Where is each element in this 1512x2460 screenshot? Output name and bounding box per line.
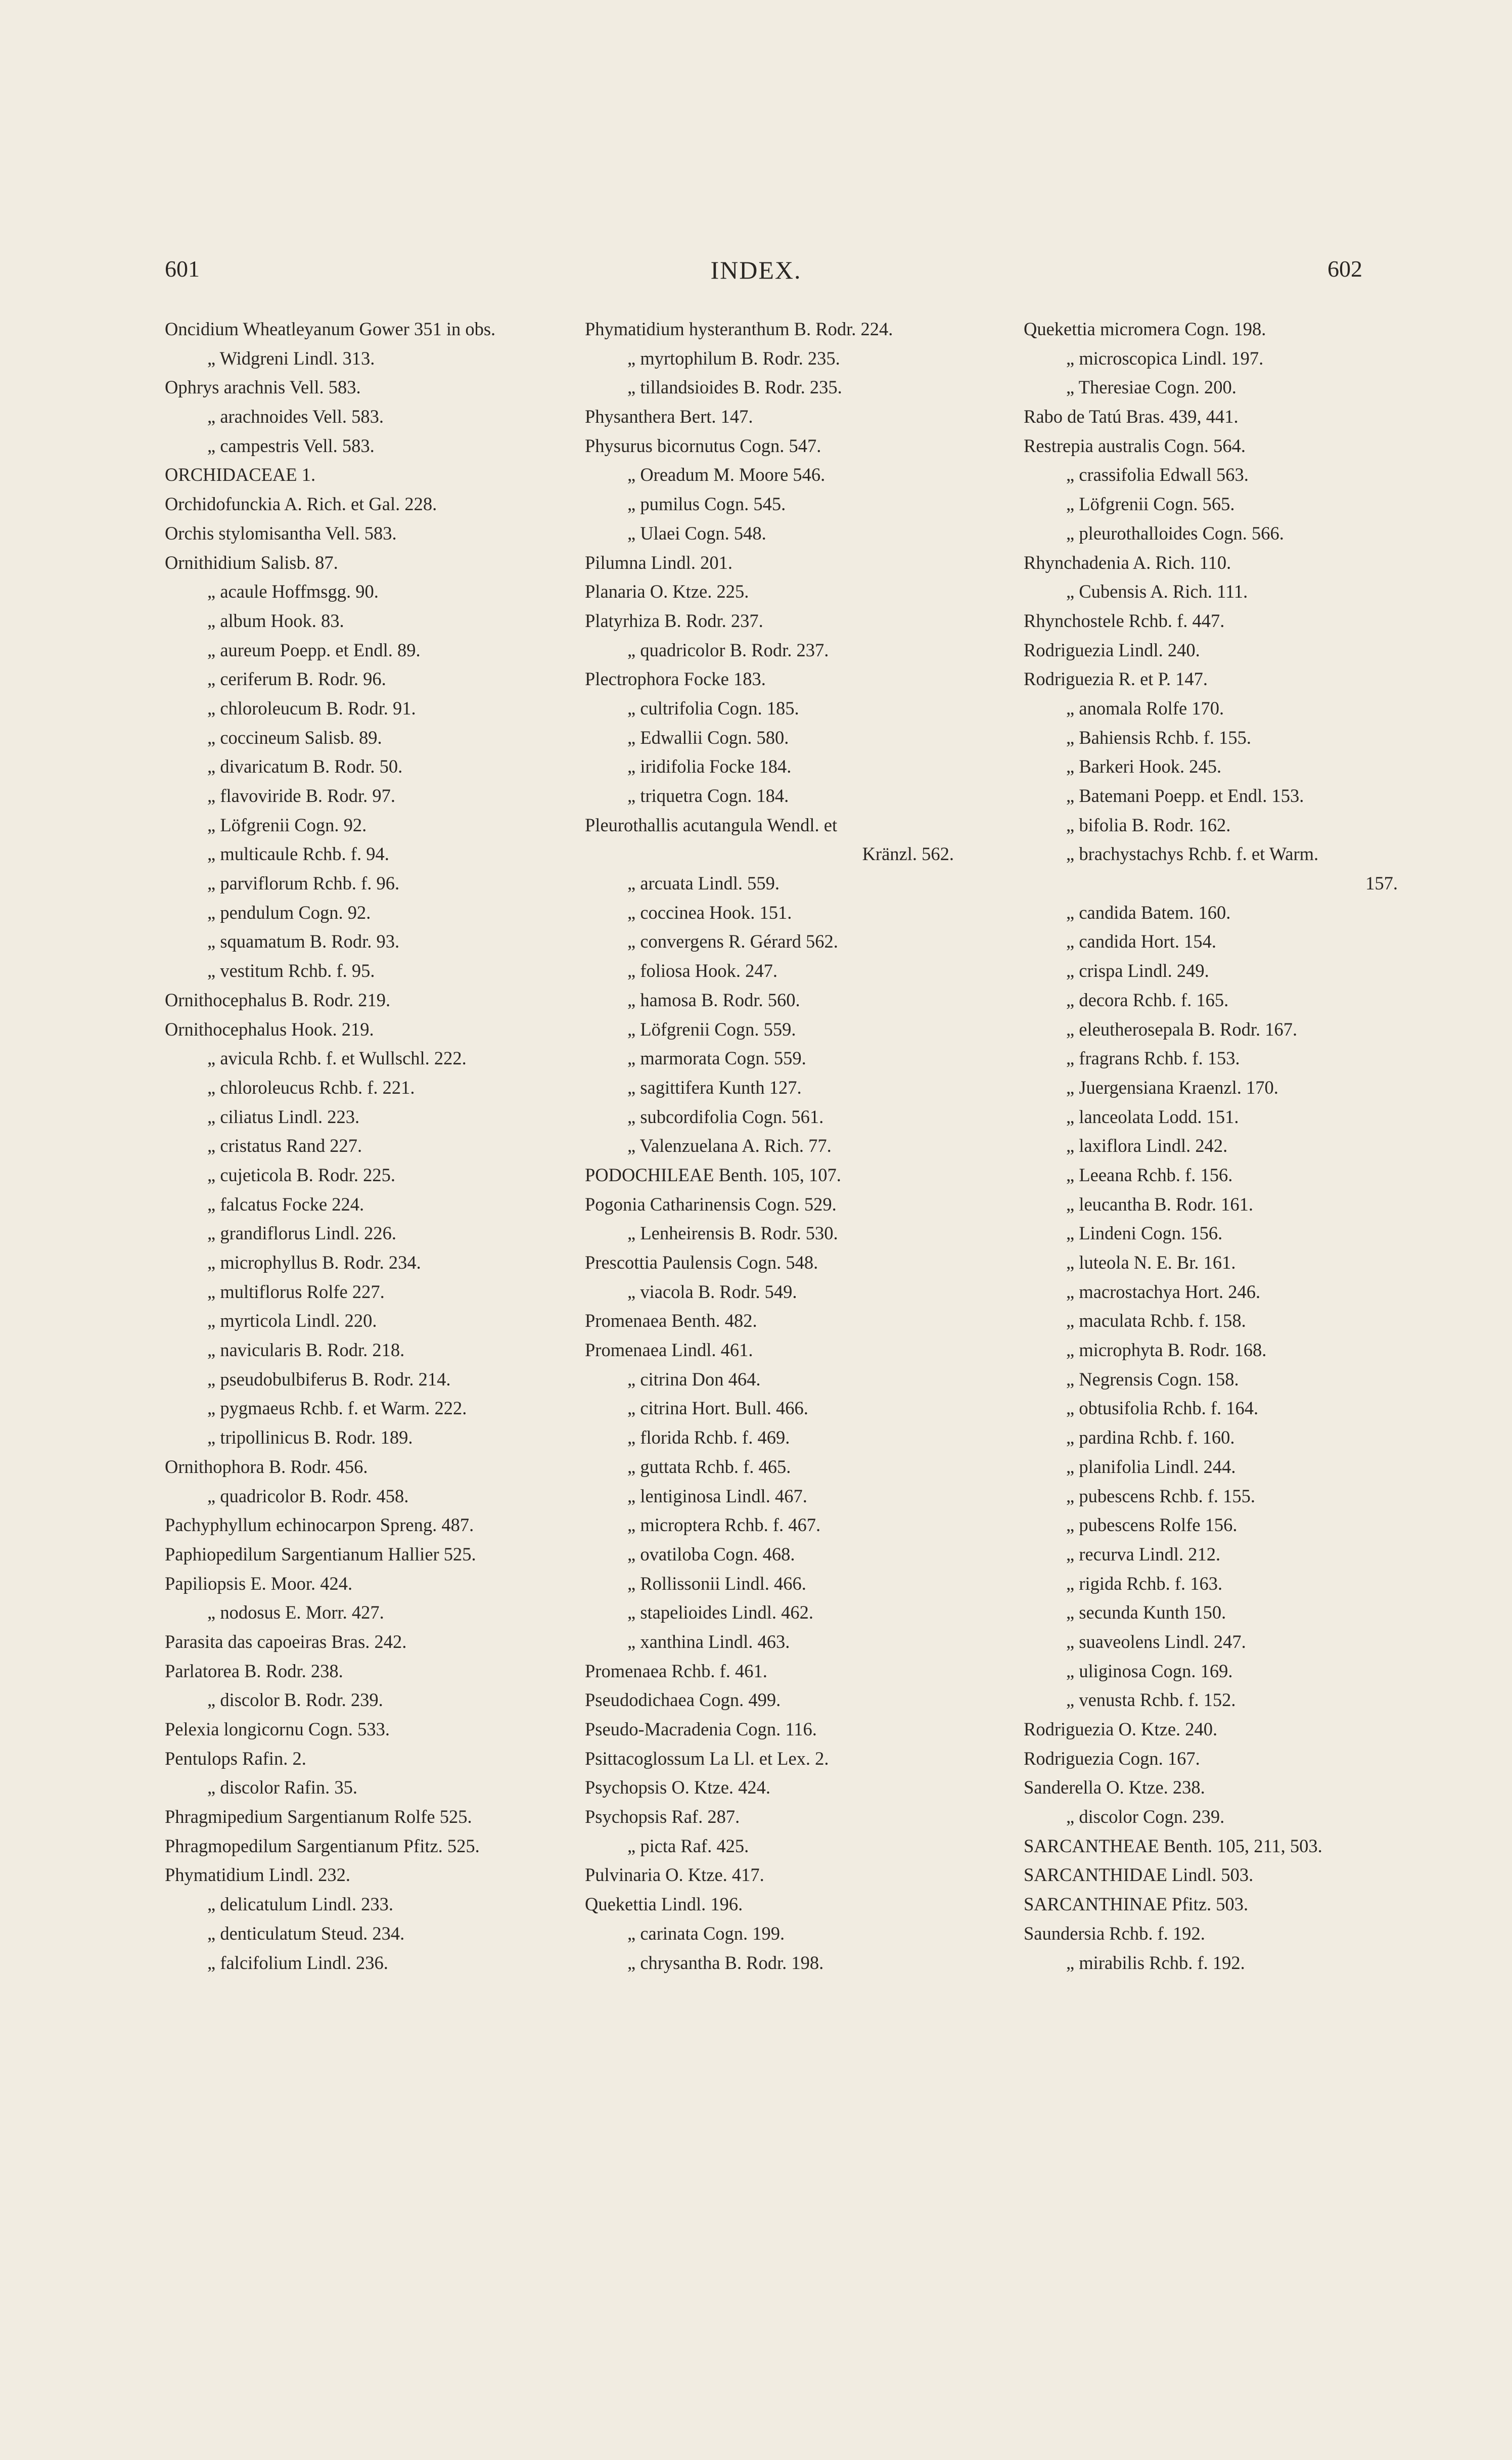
index-entry: Pentulops Rafin. 2. — [165, 1748, 306, 1769]
index-entry: Promenaea Lindl. 461. — [585, 1339, 753, 1361]
index-entry: Quekettia Lindl. 196. — [585, 1894, 743, 1915]
index-entry: „ obtusifolia Rchb. f. 164. — [1066, 1398, 1259, 1419]
index-entry: „ tillandsioides B. Rodr. 235. — [627, 377, 842, 398]
index-entry: „ multiflorus Rolfe 227. — [207, 1281, 385, 1302]
index-entry: „ Leeana Rchb. f. 156. — [1066, 1164, 1233, 1185]
index-entry: „ candida Batem. 160. — [1066, 902, 1231, 923]
index-entry: Pseudo-Macradenia Cogn. 116. — [585, 1719, 817, 1739]
index-entry: „ vestitum Rchb. f. 95. — [207, 960, 375, 981]
index-entry: „ Negrensis Cogn. 158. — [1066, 1368, 1239, 1390]
index-entry: „ maculata Rchb. f. 158. — [1066, 1310, 1246, 1331]
index-entry: „ cujeticola B. Rodr. 225. — [207, 1164, 396, 1185]
index-entry: Rhynchostele Rchb. f. 447. — [1024, 610, 1225, 631]
page-header — [0, 255, 1512, 296]
index-entry: „ ceriferum B. Rodr. 96. — [207, 668, 386, 690]
index-entry: „ picta Raf. 425. — [627, 1835, 749, 1856]
index-entry: Oncidium Wheatleyanum Gower 351 in obs. — [165, 319, 496, 339]
index-entry: Rabo de Tatú Bras. 439, 441. — [1024, 406, 1239, 427]
index-entry: „ secunda Kunth 150. — [1066, 1602, 1226, 1623]
index-entry: „ pseudobulbiferus B. Rodr. 214. — [207, 1368, 451, 1390]
index-entry: Phragmopedilum Sargentianum Pfitz. 525. — [165, 1835, 480, 1856]
index-entry: „ aureum Poepp. et Endl. 89. — [207, 639, 421, 660]
index-entry: „ Bahiensis Rchb. f. 155. — [1066, 727, 1251, 748]
index-entry: „ denticulatum Steud. 234. — [207, 1922, 405, 1944]
index-entry: SARCANTHIDAE Lindl. 503. — [1024, 1864, 1254, 1886]
index-entry: „ flavoviride B. Rodr. 97. — [207, 785, 396, 806]
index-entry: „ acaule Hoffmsgg. 90. — [207, 581, 379, 602]
index-entry: „ Löfgrenii Cogn. 559. — [627, 1018, 796, 1040]
index-entry: Prescottia Paulensis Cogn. 548. — [585, 1252, 818, 1273]
index-entry: „ avicula Rchb. f. et Wullschl. 222. — [207, 1048, 467, 1069]
index-entry: „ eleutherosepala B. Rodr. 167. — [1066, 1018, 1298, 1040]
index-entry: PODOCHILEAE Benth. 105, 107. — [585, 1164, 841, 1185]
index-entry: „ discolor Cogn. 239. — [1066, 1806, 1225, 1827]
index-entry: „ suaveolens Lindl. 247. — [1066, 1631, 1246, 1652]
index-entry: SARCANTHEAE Benth. 105, 211, 503. — [1024, 1835, 1322, 1856]
index-entry: „ quadricolor B. Rodr. 237. — [627, 639, 829, 660]
index-entry: „ rigida Rchb. f. 163. — [1066, 1573, 1223, 1594]
index-entry: Physanthera Bert. 147. — [585, 406, 753, 427]
index-entry: Orchis stylomisantha Vell. 583. — [165, 522, 397, 544]
index-entry: „ candida Hort. 154. — [1066, 931, 1216, 952]
index-entry: „ pubescens Rchb. f. 155. — [1066, 1485, 1256, 1506]
index-entry: „ campestris Vell. 583. — [207, 435, 375, 456]
index-entry: Orchidofunckia A. Rich. et Gal. 228. — [165, 494, 437, 515]
index-entry: Pleurothallis acutangula Wendl. et — [585, 814, 838, 835]
index-column-3 — [1024, 315, 1413, 1977]
index-entry: Phragmipedium Sargentianum Rolfe 525. — [165, 1806, 472, 1827]
index-entry: „ pendulum Cogn. 92. — [207, 902, 371, 923]
index-entry: „ Barkeri Hook. 245. — [1066, 756, 1222, 777]
index-entry: „ xanthina Lindl. 463. — [627, 1631, 790, 1652]
index-entry: „ multicaule Rchb. f. 94. — [207, 843, 389, 865]
index-entry: „ foliosa Hook. 247. — [627, 960, 778, 981]
index-entry: ORCHIDACEAE 1. — [165, 464, 316, 485]
index-entry: „ venusta Rchb. f. 152. — [1066, 1689, 1236, 1711]
index-entry: „ cultrifolia Cogn. 185. — [627, 697, 799, 719]
index-entry: „ hamosa B. Rodr. 560. — [627, 989, 800, 1010]
index-entry: „ Valenzuelana A. Rich. 77. — [627, 1135, 832, 1156]
index-entry: „ florida Rchb. f. 469. — [627, 1427, 790, 1448]
index-entry: „ Juergensiana Kraenzl. 170. — [1066, 1077, 1278, 1098]
index-entry: Paphiopedilum Sargentianum Hallier 525. — [165, 1543, 476, 1564]
index-entry: Psychopsis Raf. 287. — [585, 1806, 740, 1827]
index-entry: „ myrtophilum B. Rodr. 235. — [627, 347, 840, 369]
index-entry: „ parviflorum Rchb. f. 96. — [207, 873, 400, 894]
index-entry: „ Lenheirensis B. Rodr. 530. — [627, 1223, 838, 1244]
index-entry: „ pumilus Cogn. 545. — [627, 494, 786, 515]
index-entry: „ Theresiae Cogn. 200. — [1066, 377, 1236, 398]
index-entry: „ album Hook. 83. — [207, 610, 344, 631]
index-entry: Promenaea Rchb. f. 461. — [585, 1660, 767, 1681]
index-entry: „ arcuata Lindl. 559. — [627, 873, 780, 894]
index-entry: „ microphyllus B. Rodr. 234. — [207, 1252, 421, 1273]
index-entry: „ pygmaeus Rchb. f. et Warm. 222. — [207, 1398, 467, 1419]
index-entry: Platyrhiza B. Rodr. 237. — [585, 610, 763, 631]
index-entry: „ leucantha B. Rodr. 161. — [1066, 1193, 1253, 1215]
index-entry: Rodriguezia O. Ktze. 240. — [1024, 1719, 1218, 1739]
index-entry: Kränzl. 562. — [862, 843, 954, 865]
right-page-number: 602 — [1327, 256, 1362, 282]
index-entry: „ guttata Rchb. f. 465. — [627, 1456, 791, 1477]
index-entry: „ Löfgrenii Cogn. 565. — [1066, 494, 1235, 515]
index-entry: Pilumna Lindl. 201. — [585, 552, 732, 573]
index-entry: Ornithocephalus B. Rodr. 219. — [165, 989, 391, 1010]
index-entry: „ squamatum B. Rodr. 93. — [207, 931, 400, 952]
index-entry: „ pardina Rchb. f. 160. — [1066, 1427, 1235, 1448]
index-entry: 157. — [1365, 873, 1398, 894]
index-entry: „ quadricolor B. Rodr. 458. — [207, 1485, 409, 1506]
index-entry: „ decora Rchb. f. 165. — [1066, 989, 1229, 1010]
index-entry: „ Widgreni Lindl. 313. — [207, 347, 375, 369]
index-entry: „ discolor B. Rodr. 239. — [207, 1689, 383, 1711]
index-entry: „ citrina Don 464. — [627, 1368, 761, 1390]
index-entry: „ macrostachya Hort. 246. — [1066, 1281, 1261, 1302]
index-entry: „ marmorata Cogn. 559. — [627, 1048, 806, 1069]
index-entry: Sanderella O. Ktze. 238. — [1024, 1777, 1205, 1798]
index-entry: Psittacoglossum La Ll. et Lex. 2. — [585, 1748, 829, 1769]
index-entry: Ornithophora B. Rodr. 456. — [165, 1456, 368, 1477]
index-entry: Parlatorea B. Rodr. 238. — [165, 1660, 343, 1681]
index-entry: „ subcordifolia Cogn. 561. — [627, 1106, 824, 1127]
index-entry: „ pleurothalloides Cogn. 566. — [1066, 522, 1284, 544]
index-entry: Ornithidium Salisb. 87. — [165, 552, 338, 573]
left-page-number: 601 — [165, 256, 200, 282]
index-entry: „ Batemani Poepp. et Endl. 153. — [1066, 785, 1304, 806]
index-entry: „ fragrans Rchb. f. 153. — [1066, 1048, 1240, 1069]
index-entry: „ planifolia Lindl. 244. — [1066, 1456, 1236, 1477]
index-entry: „ chloroleucus Rchb. f. 221. — [207, 1077, 415, 1098]
index-entry: Saundersia Rchb. f. 192. — [1024, 1922, 1205, 1944]
index-entry: „ lentiginosa Lindl. 467. — [627, 1485, 807, 1506]
index-entry: „ iridifolia Focke 184. — [627, 756, 792, 777]
index-entry: „ citrina Hort. Bull. 466. — [627, 1398, 808, 1419]
index-entry: Phymatidium hysteranthum B. Rodr. 224. — [585, 319, 893, 339]
index-entry: „ Ulaei Cogn. 548. — [627, 522, 766, 544]
index-entry: „ crispa Lindl. 249. — [1066, 960, 1209, 981]
index-entry: Rodriguezia R. et P. 147. — [1024, 668, 1208, 690]
index-entry: „ luteola N. E. Br. 161. — [1066, 1252, 1236, 1273]
index-entry: „ laxiflora Lindl. 242. — [1066, 1135, 1228, 1156]
index-entry: Rodriguezia Cogn. 167. — [1024, 1748, 1200, 1769]
index-entry: „ microscopica Lindl. 197. — [1066, 347, 1264, 369]
index-entry: Pachyphyllum echinocarpon Spreng. 487. — [165, 1514, 474, 1536]
index-entry: „ falcifolium Lindl. 236. — [207, 1952, 388, 1973]
index-entry: „ ciliatus Lindl. 223. — [207, 1106, 360, 1127]
index-entry: Plectrophora Focke 183. — [585, 668, 766, 690]
index-entry: „ Rollissonii Lindl. 466. — [627, 1573, 806, 1594]
index-entry: Ornithocephalus Hook. 219. — [165, 1018, 374, 1040]
index-entry: Planaria O. Ktze. 225. — [585, 581, 749, 602]
index-entry: „ sagittifera Kunth 127. — [627, 1077, 802, 1098]
index-entry: „ uliginosa Cogn. 169. — [1066, 1660, 1233, 1681]
index-entry: „ viacola B. Rodr. 549. — [627, 1281, 797, 1302]
index-entry: Rodriguezia Lindl. 240. — [1024, 639, 1200, 660]
index-entry: „ lanceolata Lodd. 151. — [1066, 1106, 1239, 1127]
index-entry: „ crassifolia Edwall 563. — [1066, 464, 1249, 485]
index-entry: Quekettia micromera Cogn. 198. — [1024, 319, 1266, 339]
index-column-2 — [585, 315, 974, 1977]
index-entry: Ophrys arachnis Vell. 583. — [165, 377, 361, 398]
index-entry: „ microptera Rchb. f. 467. — [627, 1514, 821, 1536]
index-entry: Pelexia longicornu Cogn. 533. — [165, 1719, 390, 1739]
index-entry: „ coccineum Salisb. 89. — [207, 727, 382, 748]
index-entry: Rhynchadenia A. Rich. 110. — [1024, 552, 1231, 573]
index-entry: „ tripollinicus B. Rodr. 189. — [207, 1427, 413, 1448]
index-entry: „ divaricatum B. Rodr. 50. — [207, 756, 403, 777]
index-entry: „ Cubensis A. Rich. 111. — [1066, 581, 1248, 602]
index-entry: „ grandiflorus Lindl. 226. — [207, 1223, 397, 1244]
index-entry: Parasita das capoeiras Bras. 242. — [165, 1631, 407, 1652]
index-entry: „ arachnoides Vell. 583. — [207, 406, 384, 427]
index-entry: „ Oreadum M. Moore 546. — [627, 464, 826, 485]
index-entry: „ microphyta B. Rodr. 168. — [1066, 1339, 1267, 1361]
index-entry: „ discolor Rafin. 35. — [207, 1777, 358, 1798]
index-entry: „ Lindeni Cogn. 156. — [1066, 1223, 1223, 1244]
index-entry: „ myrticola Lindl. 220. — [207, 1310, 377, 1331]
index-column-1 — [165, 315, 554, 1977]
index-entry: „ cristatus Rand 227. — [207, 1135, 362, 1156]
index-entry: „ convergens R. Gérard 562. — [627, 931, 838, 952]
index-entry: „ chrysantha B. Rodr. 198. — [627, 1952, 824, 1973]
index-entry: SARCANTHINAE Pfitz. 503. — [1024, 1894, 1249, 1915]
index-entry: „ pubescens Rolfe 156. — [1066, 1514, 1238, 1536]
index-entry: Physurus bicornutus Cogn. 547. — [585, 435, 821, 456]
index-entry: Pseudodichaea Cogn. 499. — [585, 1689, 781, 1711]
index-entry: „ chloroleucum B. Rodr. 91. — [207, 697, 416, 719]
index-entry: „ brachystachys Rchb. f. et Warm. — [1066, 843, 1319, 865]
index-entry: Phymatidium Lindl. 232. — [165, 1864, 351, 1886]
index-entry: „ coccinea Hook. 151. — [627, 902, 792, 923]
index-entry: Restrepia australis Cogn. 564. — [1024, 435, 1246, 456]
index-entry: „ triquetra Cogn. 184. — [627, 785, 789, 806]
index-entry: „ nodosus E. Morr. 427. — [207, 1602, 384, 1623]
index-entry: „ Löfgrenii Cogn. 92. — [207, 814, 367, 835]
index-entry: „ ovatiloba Cogn. 468. — [627, 1543, 795, 1564]
index-entry: Psychopsis O. Ktze. 424. — [585, 1777, 771, 1798]
index-entry: „ mirabilis Rchb. f. 192. — [1066, 1952, 1245, 1973]
index-entry: „ recurva Lindl. 212. — [1066, 1543, 1221, 1564]
index-entry: Pogonia Catharinensis Cogn. 529. — [585, 1193, 837, 1215]
index-entry: Promenaea Benth. 482. — [585, 1310, 757, 1331]
index-entry: „ anomala Rolfe 170. — [1066, 697, 1224, 719]
index-entry: „ delicatulum Lindl. 233. — [207, 1894, 393, 1915]
index-entry: Pulvinaria O. Ktze. 417. — [585, 1864, 764, 1886]
index-entry: Papiliopsis E. Moor. 424. — [165, 1573, 353, 1594]
index-entry: „ Edwallii Cogn. 580. — [627, 727, 789, 748]
index-entry: „ stapelioides Lindl. 462. — [627, 1602, 813, 1623]
page-title: INDEX. — [710, 256, 802, 284]
index-entry: „ bifolia B. Rodr. 162. — [1066, 814, 1231, 835]
index-entry: „ carinata Cogn. 199. — [627, 1922, 785, 1944]
index-entry: „ navicularis B. Rodr. 218. — [207, 1339, 405, 1361]
index-entry: „ falcatus Focke 224. — [207, 1193, 364, 1215]
